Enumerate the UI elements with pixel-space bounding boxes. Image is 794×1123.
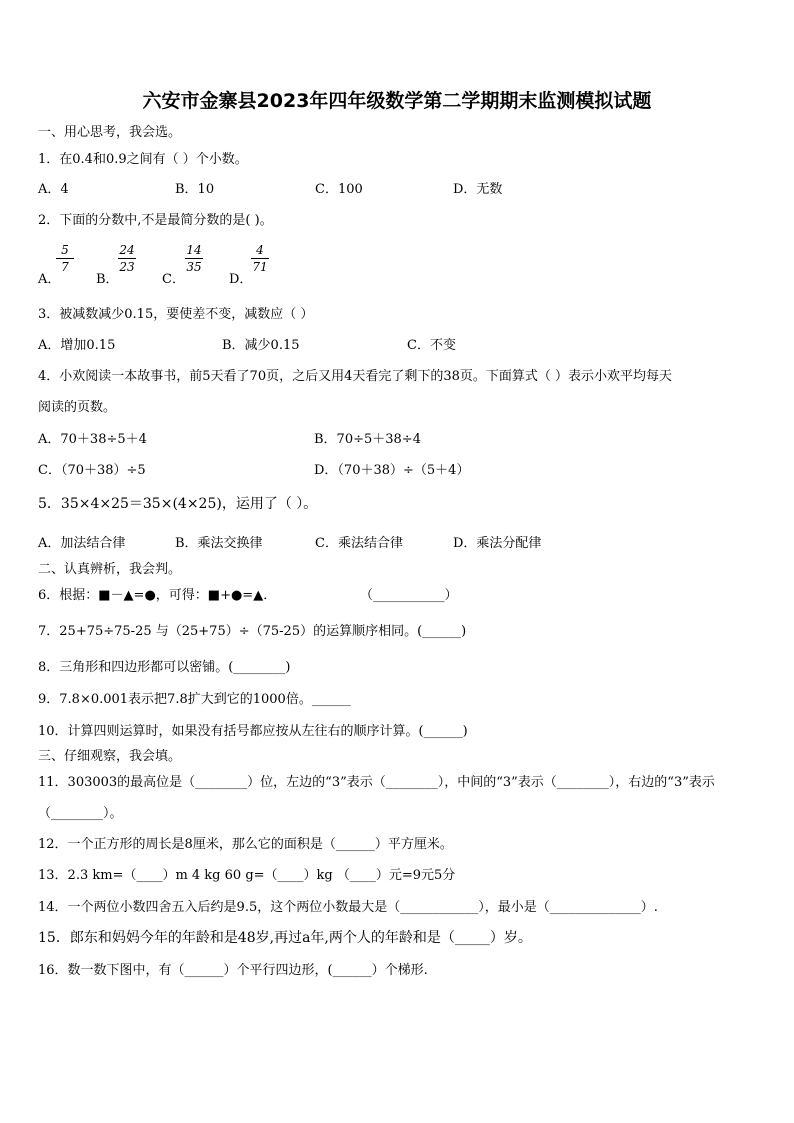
q4-option-c: C．（70＋38）÷5: [38, 463, 146, 478]
question-12: 12．一个正方形的周长是8厘米，那么它的面积是（______）平方厘米。: [38, 837, 453, 852]
q3-option-c: C．不变: [407, 338, 456, 353]
question-9: 9．7.8×0.001表示把7.8扩大到它的1000倍。______: [38, 692, 351, 707]
question-10: 10．计算四则运算时，如果没有括号都应按从左往右的顺序计算。(______): [38, 724, 468, 739]
q2-fraction-c: 14 35: [186, 243, 202, 274]
q2-option-b: B．: [96, 272, 119, 287]
q1-option-a: A．4: [38, 182, 69, 197]
question-4-line-2: 阅读的页数。: [38, 400, 117, 415]
q3-option-a: A．增加0.15: [38, 338, 116, 353]
question-11-line-1: 11．303003的最高位是（________）位，左边的“3”表示（________），中间的“3”表示（________），右边的“3”表示: [38, 775, 715, 790]
q5-option-a: A．加法结合律: [38, 536, 126, 551]
question-7: 7．25+75÷75-25 与（25+75）÷（75-25）的运算顺序相同。(______): [38, 624, 467, 639]
q6-answer-blank: （___________）: [360, 588, 458, 603]
q2-option-c: C．: [162, 272, 185, 287]
question-13: 13．2.3 km=（____）m 4 kg 60 g=（____）kg （____）元=9元5分: [38, 868, 456, 883]
q1-option-c: C．100: [315, 182, 363, 197]
q2-fraction-a: 5 7: [56, 243, 74, 274]
q4-option-a: A．70＋38÷5＋4: [38, 432, 147, 447]
q2-fraction-d: 4 71: [252, 243, 268, 274]
q5-option-c: C．乘法结合律: [315, 536, 403, 551]
q5-option-b: B．乘法交换律: [175, 536, 263, 551]
q2-option-d: D．: [229, 272, 253, 287]
question-16: 16．数一数下图中，有（______）个平行四边形，(______）个梯形.: [38, 963, 428, 978]
q3-option-b: B．减少0.15: [222, 338, 300, 353]
q2-fraction-b: 24 23: [119, 243, 135, 274]
question-8: 8．三角形和四边形都可以密铺。(________): [38, 660, 291, 675]
q1-option-d: D．无数: [453, 182, 503, 197]
question-11-line-2: （________）。: [38, 806, 123, 821]
page-title: 六安市金寨县2023年四年级数学第二学期期末监测模拟试题: [142, 90, 652, 112]
question-4-line-1: 4．小欢阅读一本故事书，前5天看了70页，之后又用4天看完了剩下的38页。下面算式（ ）表示小欢平均每天: [38, 369, 673, 384]
q2-option-a: A．: [38, 272, 61, 287]
question-5: 5．35×4×25＝35×(4×25)，运用了（ ）。: [38, 496, 318, 512]
question-15: 15．郎东和妈妈今年的年龄和是48岁,再过a年,两个人的年龄和是（_____）岁。: [38, 930, 532, 946]
section-3-heading: 三、仔细观察，我会填。: [38, 749, 182, 764]
question-3: 3．被减数减少0.15，要使差不变，减数应（ ）: [38, 307, 314, 322]
section-2-heading: 二、认真辨析，我会判。: [38, 562, 182, 577]
question-1: 1．在0.4和0.9之间有（ ）个小数。: [38, 152, 248, 167]
question-2: 2．下面的分数中,不是最简分数的是( )。: [38, 213, 273, 228]
q4-option-d: D．（70＋38）÷（5＋4）: [314, 463, 470, 478]
question-6: 6．根据：■－▲=●，可得：■+●=▲．: [38, 588, 277, 603]
q5-option-d: D．乘法分配律: [453, 536, 542, 551]
section-1-heading: 一、用心思考，我会选。: [38, 125, 182, 140]
q4-option-b: B．70÷5＋38÷4: [314, 432, 421, 447]
q1-option-b: B．10: [175, 182, 215, 197]
question-14: 14．一个两位小数四舍五入后约是9.5，这个两位小数最大是（____________），最小是（______________）.: [38, 900, 658, 915]
